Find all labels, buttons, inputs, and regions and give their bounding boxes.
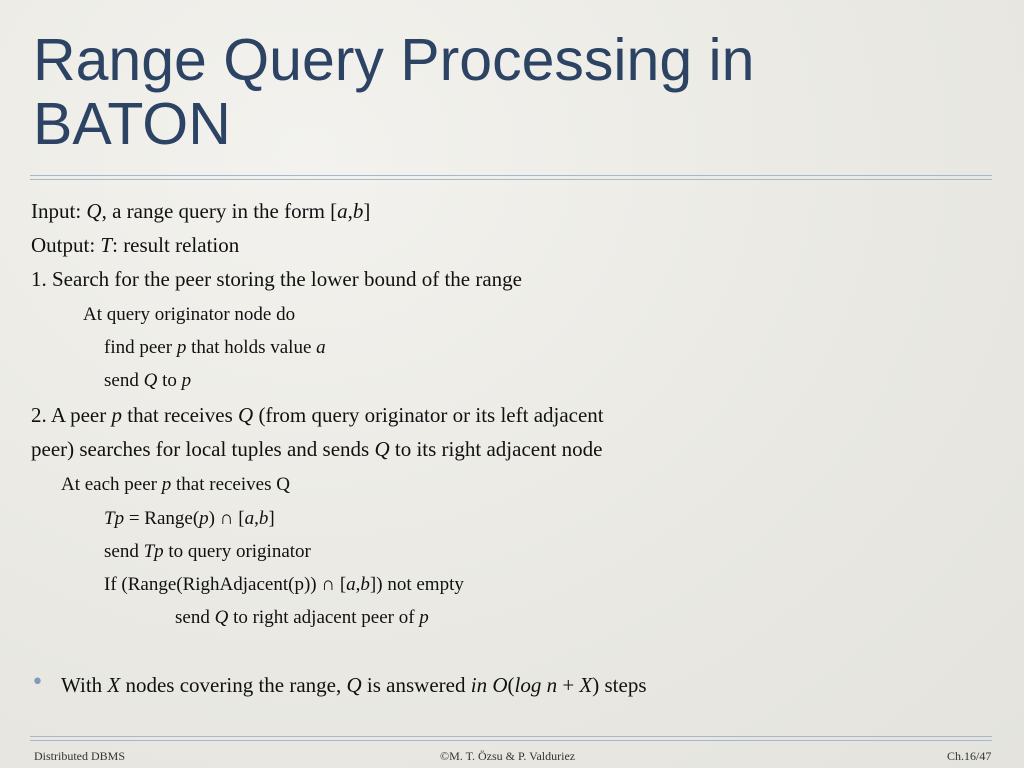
footer-divider <box>30 736 992 741</box>
footer-copyright: ©M. T. Özsu & P. Valduriez <box>440 749 576 763</box>
step-2-if-condition: If (Range(RighAdjacent(p)) ∩ [a,b]) not empty <box>104 574 464 595</box>
step-2-tp-formula: Tp = Range(p) ∩ [a,b] <box>104 508 275 529</box>
title-divider <box>30 175 992 180</box>
step-2-each-peer: At each peer p that receives Q <box>61 474 290 495</box>
step-2-line1: 2. A peer p that receives Q (from query originator or its left adjacent <box>31 403 604 427</box>
step-1-send: send Q to p <box>104 370 192 391</box>
step-1-find-peer: find peer p that holds value a <box>104 337 326 358</box>
slide-title-line1: Range Query Processing in <box>33 27 755 93</box>
step-1: 1. Search for the peer storing the lower bound of the range <box>31 267 522 291</box>
footer-page-number: Ch.16/47 <box>947 749 992 763</box>
step-2-line2: peer) searches for local tuples and sends Q to its right adjacent node <box>31 437 603 461</box>
slide-title-line2: BATON <box>33 91 231 157</box>
slide-title <box>33 28 993 156</box>
complexity-bullet: With X nodes covering the range, Q is answered in O(log n + X) steps <box>61 673 647 697</box>
step-1-originator: At query originator node do <box>83 304 296 325</box>
step-2-send-tp: send Tp to query originator <box>104 541 311 562</box>
step-2-send-right: send Q to right adjacent peer of p <box>175 607 429 628</box>
input-line: Input: Q, a range query in the form [a,b] <box>31 199 371 223</box>
bullet-icon: • <box>31 670 44 695</box>
footer-course: Distributed DBMS <box>34 749 126 763</box>
output-line: Output: T: result relation <box>31 233 240 257</box>
